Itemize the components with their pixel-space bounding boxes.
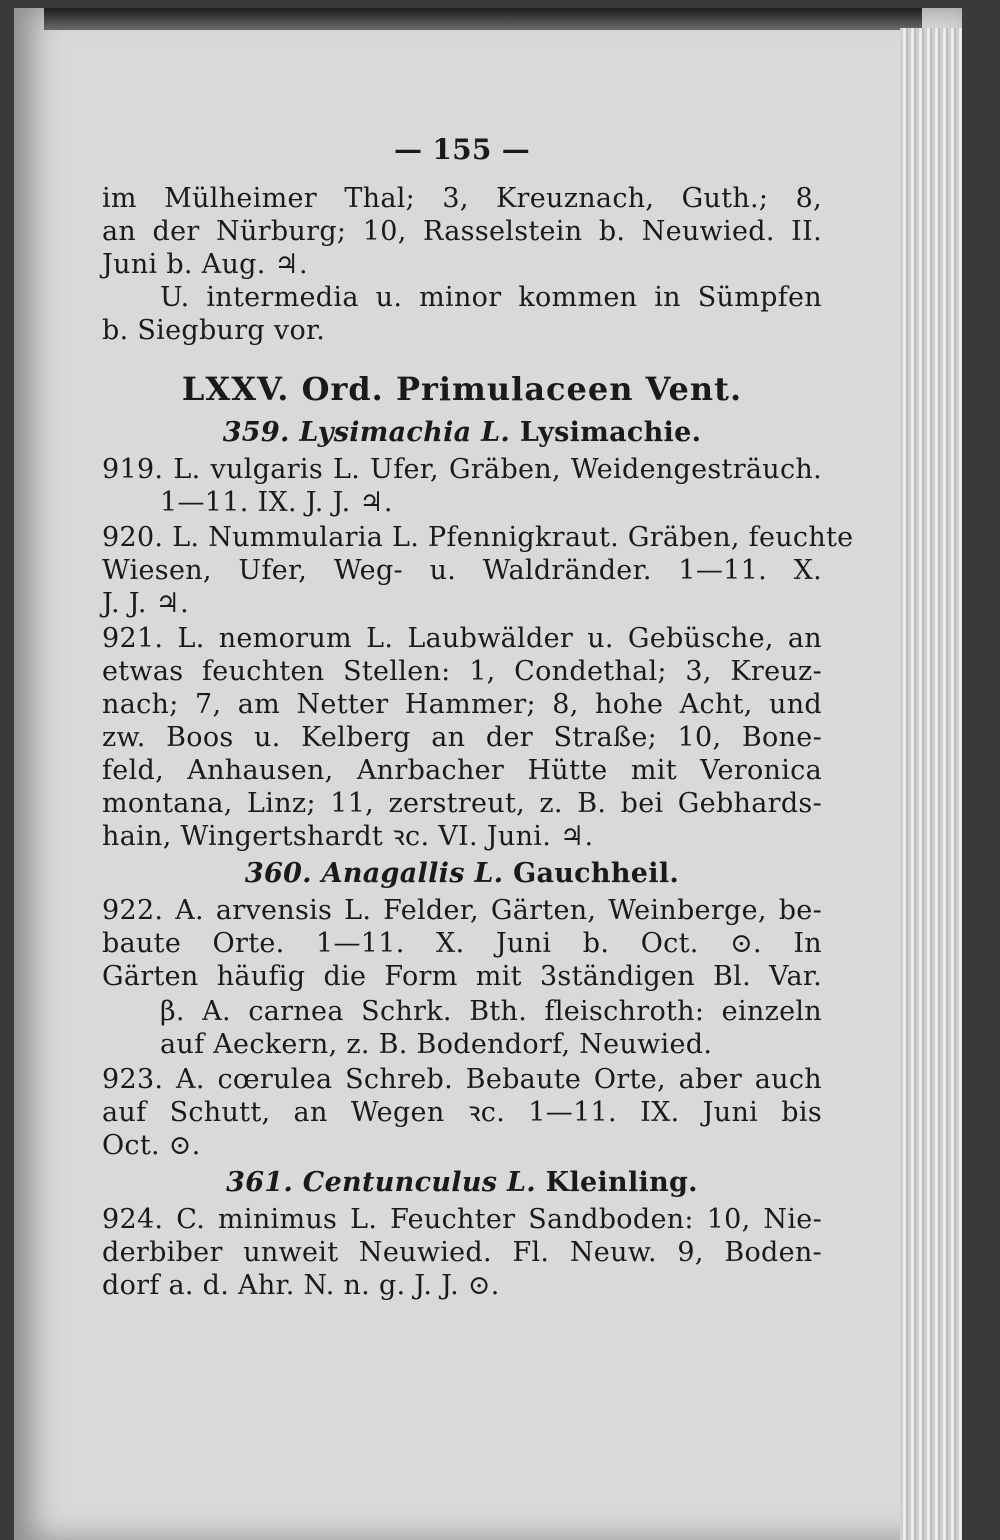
genus-german: Gauchheil. xyxy=(513,858,680,889)
note-block xyxy=(102,281,822,314)
genus-heading xyxy=(102,857,822,890)
text-line: U. intermedia u. minor kommen in Sümpfen xyxy=(160,282,822,313)
text-line: etwas feuchten Stellen: 1, Condethal; 3, Kreuz- xyxy=(102,656,822,687)
species-entry-923 xyxy=(102,1063,822,1162)
text-line: b. Siegburg vor. xyxy=(102,315,326,346)
genus-latin: Anagallis L. xyxy=(321,858,504,889)
genus-heading xyxy=(102,416,822,449)
species-entry-920 xyxy=(102,521,854,620)
genus-latin: Centunculus L. xyxy=(302,1167,536,1198)
text-line: β. A. carnea Schrk. Bth. fleischroth: einzeln xyxy=(160,996,822,1027)
text-line: hain, Wingertshardt ꝛc. VI. Juni. ♃. xyxy=(102,821,594,852)
species-entry-921 xyxy=(102,622,822,853)
genus-heading xyxy=(102,1166,822,1199)
text-line: nach; 7, am Netter Hammer; 8, hohe Acht, und xyxy=(102,689,822,720)
species-entry-919 xyxy=(102,453,822,519)
text-line: 921. L. nemorum L. Laubwälder u. Gebüsche, an xyxy=(102,623,822,654)
text-line: auf Schutt, an Wegen ꝛc. 1—11. IX. Juni bis xyxy=(102,1097,822,1128)
genus-german: Lysimachie. xyxy=(519,417,702,448)
text-line: montana, Linz; 11, zerstreut, z. B. bei Gebhards- xyxy=(102,788,822,819)
genus-number: 360. xyxy=(244,858,312,889)
text-line: an der Nürburg; 10, Rasselstein b. Neuwied. II. xyxy=(102,216,822,247)
continuation-block xyxy=(102,182,822,281)
page-content xyxy=(102,133,854,1304)
text-line: 1—11. IX. J. J. ♃. xyxy=(160,487,393,518)
text-line: 924. C. minimus L. Feuchter Sandboden: 10, Nie- xyxy=(102,1204,822,1235)
text-line: auf Aeckern, z. B. Bodendorf, Neuwied. xyxy=(160,1029,713,1060)
text-line: Gärten häufig die Form mit 3ständigen Bl. Var. xyxy=(102,961,822,992)
book-page xyxy=(14,8,962,1540)
text-line: derbiber unweit Neuwied. Fl. Neuw. 9, Boden- xyxy=(102,1237,822,1268)
text-line: 922. A. arvensis L. Felder, Gärten, Weinberge, be- xyxy=(102,895,822,926)
page-top-shadow xyxy=(44,8,922,30)
page-stack-edge xyxy=(900,28,962,1540)
genus-number: 361. xyxy=(226,1167,294,1198)
variety-entry-922-beta xyxy=(102,995,822,1061)
genus-german: Kleinling. xyxy=(545,1167,698,1198)
genus-latin: Lysimachia L. xyxy=(299,417,511,448)
species-entry-922 xyxy=(102,894,822,993)
order-heading: LXXV. Ord. Primulaceen Vent. xyxy=(181,370,743,408)
text-line: Wiesen, Ufer, Weg- u. Waldränder. 1—11. X. xyxy=(102,555,822,586)
text-line: zw. Boos u. Kelberg an der Straße; 10, Bone- xyxy=(102,722,822,753)
text-line: im Mülheimer Thal; 3, Kreuznach, Guth.; 8, xyxy=(102,183,822,214)
text-line: 919. L. vulgaris L. Ufer, Gräben, Weidengesträuch. xyxy=(102,454,822,485)
text-line: Oct. ⊙. xyxy=(102,1130,201,1161)
text-line: feld, Anhausen, Anrbacher Hütte mit Veronica xyxy=(102,755,822,786)
text-line: Juni b. Aug. ♃. xyxy=(102,249,308,280)
page-number: — 155 — xyxy=(393,133,531,166)
text-line: 920. L. Nummularia L. Pfennigkraut. Gräben, feuchte xyxy=(102,522,854,553)
text-line: dorf a. d. Ahr. N. n. g. J. J. ⊙. xyxy=(102,1270,500,1301)
text-line: J. J. ♃. xyxy=(102,588,189,619)
genus-number: 359. xyxy=(222,417,290,448)
text-line: 923. A. cœrulea Schreb. Bebaute Orte, aber auch xyxy=(102,1064,822,1095)
species-entry-924 xyxy=(102,1203,822,1302)
text-line: baute Orte. 1—11. X. Juni b. Oct. ⊙. In xyxy=(102,928,822,959)
